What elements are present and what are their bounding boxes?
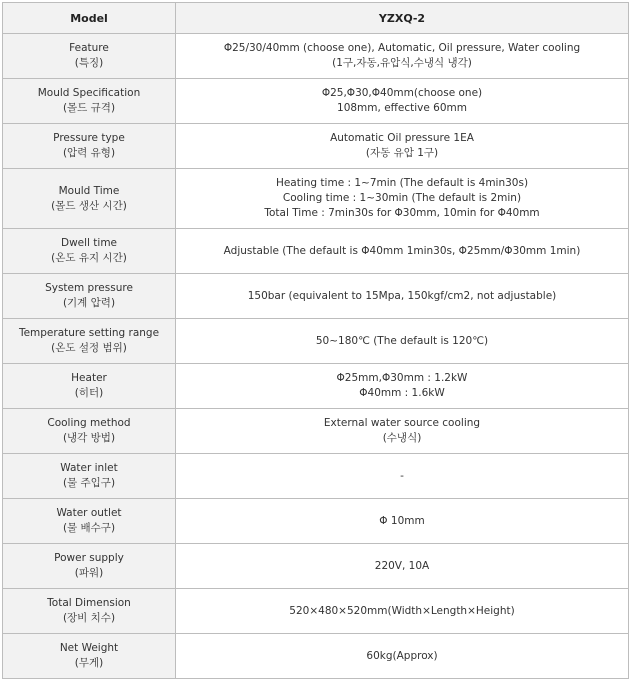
value-line: Φ25mm,Φ30mm : 1.2kW [336, 372, 468, 384]
label-en: Heater [71, 372, 107, 384]
row-value [176, 229, 629, 274]
label-en: Power supply [54, 552, 124, 564]
value-line: Automatic Oil pressure 1EA [330, 132, 474, 144]
row-value [176, 544, 629, 589]
row-value [176, 79, 629, 124]
value-line: External water source cooling [323, 417, 481, 429]
row-value [176, 34, 629, 79]
table-row-temperature-range [3, 319, 629, 364]
table-row-water-outlet [3, 499, 629, 544]
label-en: Dwell time [60, 237, 118, 249]
table-row-water-inlet [3, 454, 629, 499]
label-en: Total Dimension [47, 597, 131, 609]
label-en: System pressure [45, 282, 133, 294]
label-en: Water outlet [56, 507, 122, 519]
row-label [3, 499, 176, 544]
table-row-system-pressure [3, 274, 629, 319]
label-en: Water inlet [60, 462, 118, 474]
row-label [3, 454, 176, 499]
label-ko: (특징) [74, 57, 104, 69]
row-label [3, 409, 176, 454]
label-ko: (온도 유지 시간) [51, 252, 127, 264]
label-ko: (히터) [74, 387, 104, 399]
label-en: Cooling method [47, 417, 131, 429]
row-value [176, 124, 629, 169]
table-row-dwell-time [3, 229, 629, 274]
label-en: Feature [69, 42, 109, 54]
value-line: 50~180℃ (The default is 120℃) [315, 334, 489, 347]
value-line: Adjustable (The default is Φ40mm 1min30s, Φ25mm/Φ30mm 1min) [223, 244, 581, 257]
value-line: 150bar (equivalent to 15Mpa, 150kgf/cm2, not adjustable) [247, 289, 557, 302]
row-value [176, 169, 629, 229]
label-ko: (물 배수구) [62, 522, 116, 534]
label-ko: (압력 유형) [62, 147, 116, 159]
row-label [3, 274, 176, 319]
row-label [3, 124, 176, 169]
row-label [3, 79, 176, 124]
row-value [176, 364, 629, 409]
row-value [176, 319, 629, 364]
header-model-name: YZXQ-2 [176, 3, 629, 34]
label-ko: (온도 설정 범위) [51, 342, 127, 354]
value-line: Φ40mm : 1.6kW [359, 387, 445, 399]
row-label [3, 319, 176, 364]
table-row-cooling-method [3, 409, 629, 454]
label-en: Mould Specification [37, 87, 141, 99]
spec-table [2, 2, 629, 679]
row-label [3, 634, 176, 679]
value-line: Heating time : 1~7min (The default is 4min30s) [275, 177, 529, 189]
value-line: (1구,자동,유압식,수냉식 냉각) [332, 57, 472, 69]
row-value [176, 589, 629, 634]
label-ko: (물 주입구) [62, 477, 116, 489]
row-label [3, 364, 176, 409]
value-line: Total Time : 7min30s for Φ30mm, 10min for Φ40mm [264, 207, 540, 219]
row-value [176, 634, 629, 679]
label-ko: (장비 치수) [62, 612, 116, 624]
label-en: Mould Time [58, 184, 120, 197]
value-line: 220V, 10A [374, 559, 430, 572]
table-row-net-weight [3, 634, 629, 679]
value-line: 108mm, effective 60mm [337, 102, 467, 114]
value-line: Φ25,Φ30,Φ40mm(choose one) [321, 87, 483, 99]
table-row-total-dimension [3, 589, 629, 634]
label-en: Pressure type [53, 132, 125, 144]
header-model: Model [3, 3, 176, 34]
value-line: 60kg(Approx) [366, 649, 438, 662]
row-label [3, 544, 176, 589]
table-row-heater [3, 364, 629, 409]
value-line: 520×480×520mm(Width×Length×Height) [289, 604, 515, 617]
label-ko: (냉각 방법) [62, 432, 116, 444]
value-line: (수냉식) [382, 432, 422, 444]
table-row-feature [3, 34, 629, 79]
header-row [3, 3, 629, 34]
row-value [176, 274, 629, 319]
value-line: Φ25/30/40mm (choose one), Automatic, Oil pressure, Water cooling [223, 42, 581, 54]
label-ko: (기계 압력) [62, 297, 116, 309]
row-value [176, 409, 629, 454]
value-line: - [400, 469, 404, 482]
row-label [3, 34, 176, 79]
label-ko: (몰드 생산 시간) [51, 199, 127, 212]
label-en: Temperature setting range [18, 327, 160, 339]
label-ko: (무게) [74, 657, 104, 669]
value-line: (자동 유압 1구) [365, 147, 439, 159]
table-row-pressure-type [3, 124, 629, 169]
label-ko: (몰드 규격) [62, 102, 116, 114]
value-line: Φ 10mm [379, 514, 425, 527]
table-row-power-supply [3, 544, 629, 589]
table-row-mould-specification [3, 79, 629, 124]
row-label [3, 229, 176, 274]
row-label [3, 589, 176, 634]
value-line: Cooling time : 1~30min (The default is 2min) [282, 192, 522, 204]
row-value [176, 499, 629, 544]
row-value [176, 454, 629, 499]
row-label [3, 169, 176, 229]
label-ko: (파워) [74, 567, 104, 579]
label-en: Net Weight [59, 642, 119, 654]
table-row-mould-time [3, 169, 629, 229]
